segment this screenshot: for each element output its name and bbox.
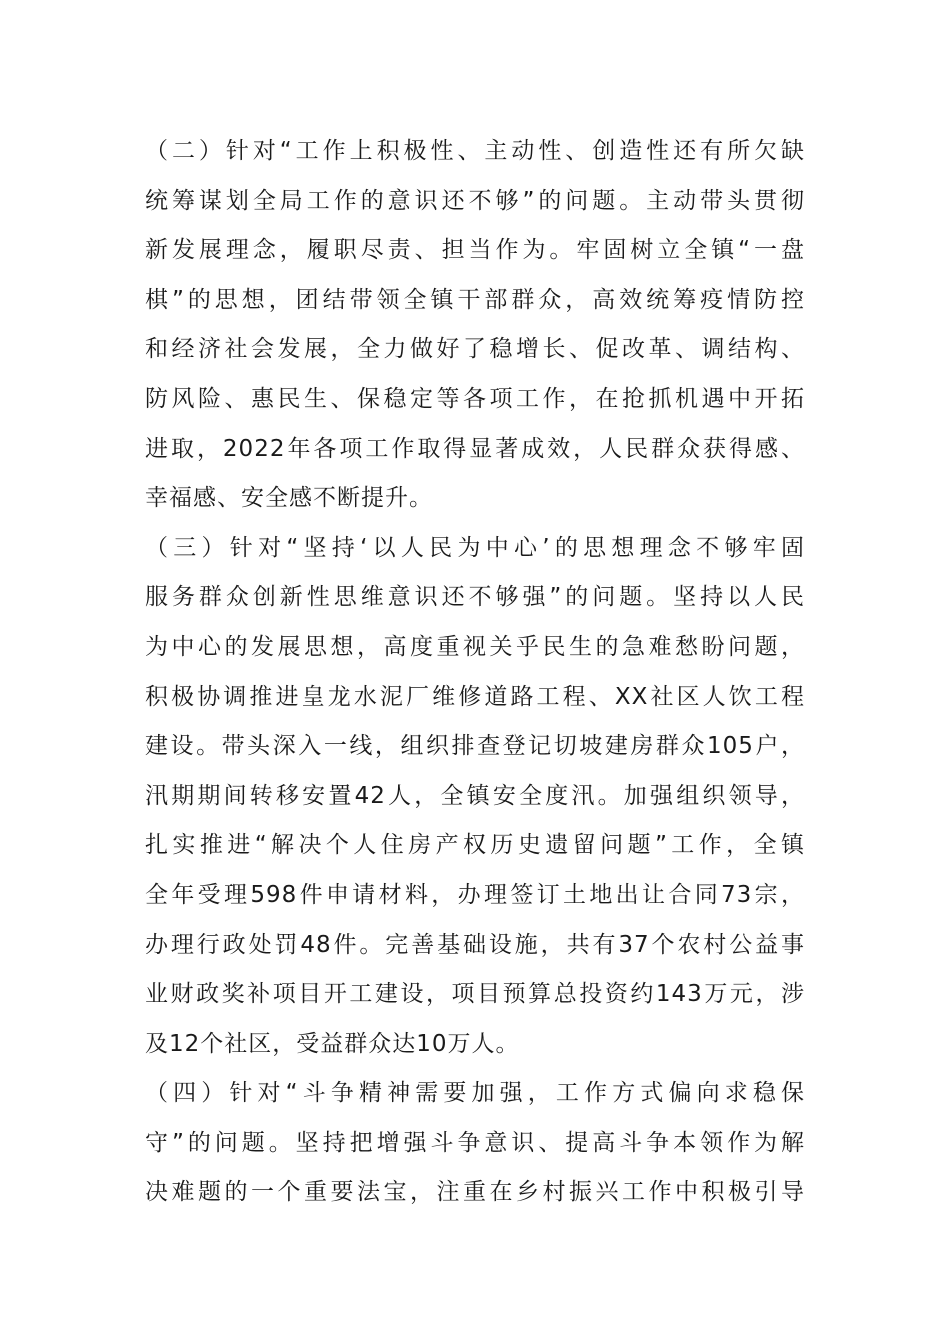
text-line: 防风险、惠民生、保稳定等各项工作，在抢抓机遇中开拓 [145, 385, 805, 412]
text-line: （二）针对“工作上积极性、主动性、创造性还有所欠缺 [145, 138, 805, 164]
text-line: 业财政奖补项目开工建设，项目预算总投资约143万元，涉 [145, 981, 805, 1008]
text-line: 进取，2022年各项工作取得显著成效，人民群众获得感、 [145, 435, 805, 462]
text-line: 统筹谋划全局工作的意识还不够”的问题。主动带头贯彻 [145, 187, 805, 214]
text-line: 守”的问题。坚持把增强斗争意识、提高斗争本领作为解 [145, 1129, 805, 1156]
text-line: 全年受理598件申请材料，办理签订土地出让合同73宗， [145, 881, 805, 908]
text-line: 棋”的思想，团结带领全镇干部群众，高效统筹疫情防控 [145, 286, 805, 313]
text-line: 为中心的发展思想，高度重视关乎民生的急难愁盼问题， [145, 633, 805, 660]
paragraph-section-3 [145, 524, 805, 1070]
text-line: 汛期期间转移安置42人，全镇安全度汛。加强组织领导， [145, 782, 805, 809]
paragraph-section-4 [145, 1069, 805, 1218]
paragraph-section-2 [145, 127, 805, 524]
text-line: 服务群众创新性思维意识还不够强”的问题。坚持以人民 [145, 584, 805, 611]
text-line: 扎实推进“解决个人住房产权历史遗留问题”工作，全镇 [145, 832, 805, 859]
text-line: 建设。带头深入一线，组织排查登记切坡建房群众105户， [145, 733, 805, 760]
text-line: 办理行政处罚48件。完善基础设施，共有37个农村公益事 [145, 931, 805, 958]
text-line: 及12个社区，受益群众达10万人。 [145, 1030, 520, 1057]
text-line: 积极协调推进皇龙水泥厂维修道路工程、XX社区人饮工程 [145, 683, 805, 710]
text-line: 决难题的一个重要法宝，注重在乡村振兴工作中积极引导 [145, 1179, 805, 1206]
text-line: （四）针对“斗争精神需要加强，工作方式偏向求稳保 [145, 1080, 805, 1107]
text-line: 新发展理念，履职尽责、担当作为。牢固树立全镇“一盘 [145, 237, 805, 264]
text-line: （三）针对“坚持‘以人民为中心’的思想理念不够牢固 [145, 534, 805, 561]
text-line: 和经济社会发展，全力做好了稳增长、促改革、调结构、 [145, 336, 805, 363]
document-body [145, 127, 805, 1218]
text-line: 幸福感、安全感不断提升。 [145, 485, 433, 512]
